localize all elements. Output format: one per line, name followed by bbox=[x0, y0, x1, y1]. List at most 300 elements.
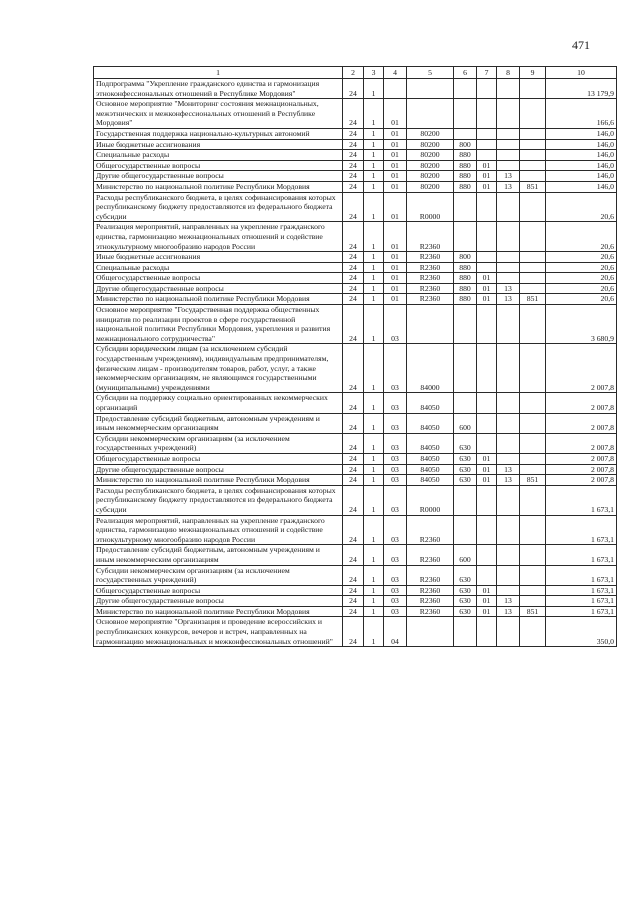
amount-cell: 2 007,8 bbox=[546, 413, 617, 433]
header-cell: 9 bbox=[520, 67, 546, 79]
code-cell: 24 bbox=[343, 344, 364, 393]
row-name-cell: Другие общегосударственные вопросы bbox=[94, 464, 343, 475]
table-row bbox=[94, 606, 617, 617]
subsection-cell bbox=[497, 344, 520, 393]
ministry-code-cell bbox=[520, 150, 546, 161]
code-cell: 1 bbox=[364, 171, 384, 182]
subsection-cell bbox=[497, 262, 520, 273]
code-cell: 24 bbox=[343, 475, 364, 486]
section-cell bbox=[477, 305, 497, 344]
amount-cell: 2 007,8 bbox=[546, 453, 617, 464]
amount-cell: 1 673,1 bbox=[546, 515, 617, 545]
code-cell: 01 bbox=[384, 160, 407, 171]
ministry-code-cell bbox=[520, 128, 546, 139]
table-row bbox=[94, 585, 617, 596]
table-row bbox=[94, 171, 617, 182]
amount-cell: 2 007,8 bbox=[546, 464, 617, 475]
subsection-cell: 13 bbox=[497, 606, 520, 617]
header-cell: 2 bbox=[343, 67, 364, 79]
section-cell: 01 bbox=[477, 464, 497, 475]
code-cell: 01 bbox=[384, 262, 407, 273]
expense-type-cell: 880 bbox=[454, 294, 477, 305]
table-row bbox=[94, 294, 617, 305]
expense-type-cell: 630 bbox=[454, 606, 477, 617]
row-name-cell: Субсидии юридическим лицам (за исключением субсидий государственным учреждениям), индивидуальным предпринимателям, физическим лицам - производителям товаров, работ, услуг, а также некоммерческим организациям, не являющимся государственными (муниципальными) учреждениями bbox=[94, 344, 343, 393]
code-cell: 24 bbox=[343, 150, 364, 161]
table-row bbox=[94, 160, 617, 171]
target-article-cell: 84000 bbox=[407, 344, 454, 393]
ministry-code-cell bbox=[520, 585, 546, 596]
amount-cell: 20,6 bbox=[546, 192, 617, 222]
section-cell bbox=[477, 150, 497, 161]
code-cell: 1 bbox=[364, 252, 384, 263]
subsection-cell bbox=[497, 515, 520, 545]
subsection-cell bbox=[497, 617, 520, 647]
code-cell: 01 bbox=[384, 171, 407, 182]
code-cell: 1 bbox=[364, 344, 384, 393]
section-cell: 01 bbox=[477, 283, 497, 294]
amount-cell: 2 007,8 bbox=[546, 433, 617, 453]
expense-type-cell: 880 bbox=[454, 283, 477, 294]
code-cell: 03 bbox=[384, 464, 407, 475]
target-article-cell: R2360 bbox=[407, 222, 454, 252]
code-cell: 24 bbox=[343, 294, 364, 305]
code-cell: 1 bbox=[364, 585, 384, 596]
ministry-code-cell bbox=[520, 305, 546, 344]
code-cell: 1 bbox=[364, 393, 384, 413]
code-cell: 1 bbox=[364, 545, 384, 565]
row-name-cell: Подпрограмма "Укрепление гражданского единства и гармонизация этноконфессиональных отношений в Республике Мордовия" bbox=[94, 79, 343, 99]
ministry-code-cell: 851 bbox=[520, 294, 546, 305]
row-name-cell: Предоставление субсидий бюджетным, автономным учреждениям и иным некоммерческим организациям bbox=[94, 545, 343, 565]
subsection-cell: 13 bbox=[497, 181, 520, 192]
code-cell: 1 bbox=[364, 139, 384, 150]
header-cell: 10 bbox=[546, 67, 617, 79]
header-cell: 4 bbox=[384, 67, 407, 79]
code-cell: 01 bbox=[384, 192, 407, 222]
header-row bbox=[94, 67, 617, 79]
target-article-cell: R2360 bbox=[407, 283, 454, 294]
target-article-cell: 84050 bbox=[407, 464, 454, 475]
subsection-cell bbox=[497, 433, 520, 453]
amount-cell: 20,6 bbox=[546, 262, 617, 273]
expense-type-cell: 630 bbox=[454, 596, 477, 607]
amount-cell: 146,0 bbox=[546, 128, 617, 139]
code-cell: 03 bbox=[384, 515, 407, 545]
section-cell bbox=[477, 617, 497, 647]
code-cell: 1 bbox=[364, 99, 384, 129]
table-row bbox=[94, 181, 617, 192]
code-cell: 1 bbox=[364, 305, 384, 344]
row-name-cell: Специальные расходы bbox=[94, 262, 343, 273]
table-row bbox=[94, 485, 617, 515]
code-cell: 24 bbox=[343, 79, 364, 99]
section-cell: 01 bbox=[477, 475, 497, 486]
subsection-cell bbox=[497, 252, 520, 263]
code-cell: 24 bbox=[343, 128, 364, 139]
table-row bbox=[94, 565, 617, 585]
row-name-cell: Иные бюджетные ассигнования bbox=[94, 252, 343, 263]
budget-table bbox=[93, 66, 617, 647]
code-cell: 24 bbox=[343, 565, 364, 585]
code-cell: 24 bbox=[343, 606, 364, 617]
target-article-cell bbox=[407, 99, 454, 129]
target-article-cell: 84050 bbox=[407, 453, 454, 464]
section-cell bbox=[477, 252, 497, 263]
code-cell: 01 bbox=[384, 252, 407, 263]
expense-type-cell bbox=[454, 393, 477, 413]
row-name-cell: Общегосударственные вопросы bbox=[94, 160, 343, 171]
code-cell: 1 bbox=[364, 475, 384, 486]
table-row bbox=[94, 475, 617, 486]
code-cell: 24 bbox=[343, 252, 364, 263]
expense-type-cell: 880 bbox=[454, 262, 477, 273]
section-cell bbox=[477, 222, 497, 252]
ministry-code-cell: 851 bbox=[520, 606, 546, 617]
target-article-cell: 80200 bbox=[407, 160, 454, 171]
expense-type-cell bbox=[454, 515, 477, 545]
expense-type-cell bbox=[454, 305, 477, 344]
amount-cell: 13 179,9 bbox=[546, 79, 617, 99]
code-cell: 03 bbox=[384, 485, 407, 515]
code-cell: 1 bbox=[364, 181, 384, 192]
subsection-cell bbox=[497, 160, 520, 171]
code-cell: 01 bbox=[384, 294, 407, 305]
ministry-code-cell bbox=[520, 515, 546, 545]
row-name-cell: Предоставление субсидий бюджетным, автономным учреждениям и иным некоммерческим организациям bbox=[94, 413, 343, 433]
amount-cell: 20,6 bbox=[546, 283, 617, 294]
row-name-cell: Субсидии на поддержку социально ориентированных некоммерческих организаций bbox=[94, 393, 343, 413]
ministry-code-cell bbox=[520, 222, 546, 252]
expense-type-cell: 630 bbox=[454, 565, 477, 585]
code-cell: 24 bbox=[343, 305, 364, 344]
ministry-code-cell bbox=[520, 160, 546, 171]
expense-type-cell bbox=[454, 192, 477, 222]
section-cell: 01 bbox=[477, 171, 497, 182]
row-name-cell: Расходы республиканского бюджета, в целях софинансирования которых республиканскому бюджету предоставляются из федерального бюджета субсидии bbox=[94, 192, 343, 222]
row-name-cell: Основное мероприятие "Мониторинг состояния межнациональных, межэтнических и межконфессиональных отношений в Республике Мордовия" bbox=[94, 99, 343, 129]
subsection-cell bbox=[497, 99, 520, 129]
code-cell: 24 bbox=[343, 464, 364, 475]
code-cell: 24 bbox=[343, 262, 364, 273]
code-cell: 01 bbox=[384, 139, 407, 150]
target-article-cell: R2360 bbox=[407, 565, 454, 585]
section-cell bbox=[477, 192, 497, 222]
code-cell: 1 bbox=[364, 283, 384, 294]
code-cell: 04 bbox=[384, 617, 407, 647]
section-cell: 01 bbox=[477, 273, 497, 284]
ministry-code-cell bbox=[520, 413, 546, 433]
amount-cell: 1 673,1 bbox=[546, 585, 617, 596]
subsection-cell: 13 bbox=[497, 283, 520, 294]
subsection-cell bbox=[497, 139, 520, 150]
code-cell: 03 bbox=[384, 393, 407, 413]
table-row bbox=[94, 262, 617, 273]
section-cell bbox=[477, 393, 497, 413]
expense-type-cell: 600 bbox=[454, 545, 477, 565]
subsection-cell bbox=[497, 150, 520, 161]
amount-cell: 146,0 bbox=[546, 150, 617, 161]
subsection-cell: 13 bbox=[497, 171, 520, 182]
subsection-cell bbox=[497, 305, 520, 344]
subsection-cell bbox=[497, 453, 520, 464]
row-name-cell: Министерство по национальной политике Республики Мордовия bbox=[94, 475, 343, 486]
code-cell: 24 bbox=[343, 617, 364, 647]
ministry-code-cell bbox=[520, 252, 546, 263]
expense-type-cell: 880 bbox=[454, 150, 477, 161]
code-cell: 24 bbox=[343, 139, 364, 150]
ministry-code-cell bbox=[520, 283, 546, 294]
subsection-cell bbox=[497, 222, 520, 252]
code-cell: 1 bbox=[364, 433, 384, 453]
expense-type-cell: 630 bbox=[454, 433, 477, 453]
target-article-cell: R2360 bbox=[407, 596, 454, 607]
table-row bbox=[94, 128, 617, 139]
code-cell: 24 bbox=[343, 433, 364, 453]
ministry-code-cell: 851 bbox=[520, 475, 546, 486]
expense-type-cell: 630 bbox=[454, 475, 477, 486]
subsection-cell: 13 bbox=[497, 464, 520, 475]
expense-type-cell: 880 bbox=[454, 181, 477, 192]
ministry-code-cell bbox=[520, 596, 546, 607]
ministry-code-cell bbox=[520, 393, 546, 413]
table-row bbox=[94, 192, 617, 222]
ministry-code-cell bbox=[520, 79, 546, 99]
target-article-cell: R2360 bbox=[407, 585, 454, 596]
target-article-cell: R2360 bbox=[407, 515, 454, 545]
target-article-cell: 84050 bbox=[407, 475, 454, 486]
header-cell: 8 bbox=[497, 67, 520, 79]
ministry-code-cell bbox=[520, 192, 546, 222]
code-cell: 24 bbox=[343, 413, 364, 433]
row-name-cell: Министерство по национальной политике Республики Мордовия bbox=[94, 294, 343, 305]
table-row bbox=[94, 515, 617, 545]
code-cell: 1 bbox=[364, 273, 384, 284]
target-article-cell: R2360 bbox=[407, 273, 454, 284]
row-name-cell: Иные бюджетные ассигнования bbox=[94, 139, 343, 150]
code-cell: 01 bbox=[384, 99, 407, 129]
row-name-cell: Субсидии некоммерческим организациям (за исключением государственных учреждений) bbox=[94, 433, 343, 453]
target-article-cell: R2360 bbox=[407, 606, 454, 617]
target-article-cell: 80200 bbox=[407, 181, 454, 192]
code-cell: 01 bbox=[384, 181, 407, 192]
section-cell bbox=[477, 413, 497, 433]
amount-cell: 2 007,8 bbox=[546, 393, 617, 413]
ministry-code-cell bbox=[520, 99, 546, 129]
code-cell: 24 bbox=[343, 515, 364, 545]
amount-cell: 146,0 bbox=[546, 171, 617, 182]
expense-type-cell: 630 bbox=[454, 585, 477, 596]
row-name-cell: Реализация мероприятий, направленных на укрепление гражданского единства, гармонизацию межнациональных отношений и содействие этнокультурному многообразию народов России bbox=[94, 222, 343, 252]
code-cell: 24 bbox=[343, 545, 364, 565]
table-row bbox=[94, 596, 617, 607]
code-cell: 1 bbox=[364, 79, 384, 99]
target-article-cell: R2360 bbox=[407, 252, 454, 263]
code-cell: 03 bbox=[384, 453, 407, 464]
code-cell: 24 bbox=[343, 160, 364, 171]
code-cell: 24 bbox=[343, 181, 364, 192]
ministry-code-cell bbox=[520, 433, 546, 453]
ministry-code-cell bbox=[520, 139, 546, 150]
amount-cell: 350,0 bbox=[546, 617, 617, 647]
section-cell: 01 bbox=[477, 181, 497, 192]
amount-cell: 146,0 bbox=[546, 139, 617, 150]
subsection-cell: 13 bbox=[497, 596, 520, 607]
section-cell bbox=[477, 545, 497, 565]
subsection-cell bbox=[497, 545, 520, 565]
expense-type-cell bbox=[454, 617, 477, 647]
expense-type-cell bbox=[454, 99, 477, 129]
expense-type-cell: 630 bbox=[454, 464, 477, 475]
row-name-cell: Реализация мероприятий, направленных на укрепление гражданского единства, гармонизацию межнациональных отношений и содействие этнокультурному многообразию народов России bbox=[94, 515, 343, 545]
section-cell: 01 bbox=[477, 596, 497, 607]
code-cell: 03 bbox=[384, 475, 407, 486]
section-cell: 01 bbox=[477, 294, 497, 305]
table-row bbox=[94, 150, 617, 161]
amount-cell: 1 673,1 bbox=[546, 545, 617, 565]
table-row bbox=[94, 79, 617, 99]
target-article-cell bbox=[407, 79, 454, 99]
target-article-cell: 84050 bbox=[407, 413, 454, 433]
header-cell: 7 bbox=[477, 67, 497, 79]
row-name-cell: Основное мероприятие "Организация и проведение всероссийских и республиканских конкурсов, вечеров и встреч, направленных на гармонизацию межнациональных и межконфессиональных отношений" bbox=[94, 617, 343, 647]
table-row bbox=[94, 617, 617, 647]
row-name-cell: Общегосударственные вопросы bbox=[94, 585, 343, 596]
amount-cell: 20,6 bbox=[546, 294, 617, 305]
target-article-cell: 80200 bbox=[407, 128, 454, 139]
code-cell: 24 bbox=[343, 453, 364, 464]
subsection-cell bbox=[497, 485, 520, 515]
code-cell: 24 bbox=[343, 393, 364, 413]
ministry-code-cell bbox=[520, 344, 546, 393]
code-cell: 1 bbox=[364, 485, 384, 515]
table-row bbox=[94, 222, 617, 252]
section-cell bbox=[477, 515, 497, 545]
code-cell: 1 bbox=[364, 294, 384, 305]
section-cell bbox=[477, 79, 497, 99]
code-cell: 03 bbox=[384, 585, 407, 596]
table-row bbox=[94, 413, 617, 433]
subsection-cell: 13 bbox=[497, 475, 520, 486]
ministry-code-cell bbox=[520, 545, 546, 565]
table-row bbox=[94, 252, 617, 263]
section-cell bbox=[477, 433, 497, 453]
subsection-cell bbox=[497, 393, 520, 413]
section-cell: 01 bbox=[477, 453, 497, 464]
target-article-cell: R2360 bbox=[407, 262, 454, 273]
table-row bbox=[94, 344, 617, 393]
table-row bbox=[94, 283, 617, 294]
expense-type-cell bbox=[454, 344, 477, 393]
ministry-code-cell bbox=[520, 453, 546, 464]
expense-type-cell bbox=[454, 222, 477, 252]
expense-type-cell: 800 bbox=[454, 139, 477, 150]
target-article-cell: R0000 bbox=[407, 192, 454, 222]
code-cell: 24 bbox=[343, 222, 364, 252]
amount-cell: 20,6 bbox=[546, 252, 617, 263]
header-cell: 5 bbox=[407, 67, 454, 79]
amount-cell: 1 673,1 bbox=[546, 565, 617, 585]
code-cell: 03 bbox=[384, 565, 407, 585]
row-name-cell: Общегосударственные вопросы bbox=[94, 273, 343, 284]
ministry-code-cell bbox=[520, 464, 546, 475]
code-cell: 1 bbox=[364, 128, 384, 139]
target-article-cell bbox=[407, 617, 454, 647]
subsection-cell: 13 bbox=[497, 294, 520, 305]
table-row bbox=[94, 545, 617, 565]
section-cell bbox=[477, 139, 497, 150]
page-number: 471 bbox=[572, 38, 590, 52]
subsection-cell bbox=[497, 192, 520, 222]
row-name-cell: Другие общегосударственные вопросы bbox=[94, 596, 343, 607]
code-cell: 1 bbox=[364, 150, 384, 161]
ministry-code-cell bbox=[520, 171, 546, 182]
expense-type-cell: 880 bbox=[454, 160, 477, 171]
code-cell: 24 bbox=[343, 171, 364, 182]
row-name-cell: Специальные расходы bbox=[94, 150, 343, 161]
expense-type-cell bbox=[454, 485, 477, 515]
expense-type-cell bbox=[454, 128, 477, 139]
table-row bbox=[94, 433, 617, 453]
code-cell: 03 bbox=[384, 413, 407, 433]
row-name-cell: Другие общегосударственные вопросы bbox=[94, 171, 343, 182]
table-row bbox=[94, 464, 617, 475]
expense-type-cell bbox=[454, 79, 477, 99]
target-article-cell: 80200 bbox=[407, 171, 454, 182]
code-cell: 24 bbox=[343, 585, 364, 596]
subsection-cell bbox=[497, 128, 520, 139]
target-article-cell: R0000 bbox=[407, 485, 454, 515]
code-cell: 1 bbox=[364, 515, 384, 545]
table-row bbox=[94, 273, 617, 284]
amount-cell: 1 673,1 bbox=[546, 596, 617, 607]
target-article-cell: 80200 bbox=[407, 139, 454, 150]
section-cell: 01 bbox=[477, 585, 497, 596]
code-cell: 01 bbox=[384, 283, 407, 294]
amount-cell: 146,0 bbox=[546, 160, 617, 171]
ministry-code-cell bbox=[520, 617, 546, 647]
subsection-cell bbox=[497, 79, 520, 99]
code-cell: 1 bbox=[364, 160, 384, 171]
ministry-code-cell: 851 bbox=[520, 181, 546, 192]
table-body bbox=[94, 79, 617, 647]
amount-cell: 166,6 bbox=[546, 99, 617, 129]
target-article-cell: 84050 bbox=[407, 433, 454, 453]
code-cell: 1 bbox=[364, 617, 384, 647]
code-cell: 24 bbox=[343, 273, 364, 284]
code-cell: 24 bbox=[343, 283, 364, 294]
subsection-cell bbox=[497, 273, 520, 284]
code-cell: 01 bbox=[384, 273, 407, 284]
code-cell: 03 bbox=[384, 545, 407, 565]
code-cell: 1 bbox=[364, 606, 384, 617]
code-cell: 1 bbox=[364, 596, 384, 607]
table-row bbox=[94, 99, 617, 129]
code-cell: 01 bbox=[384, 150, 407, 161]
amount-cell: 2 007,8 bbox=[546, 475, 617, 486]
section-cell bbox=[477, 128, 497, 139]
code-cell: 1 bbox=[364, 413, 384, 433]
code-cell: 01 bbox=[384, 222, 407, 252]
code-cell: 1 bbox=[364, 565, 384, 585]
code-cell: 03 bbox=[384, 606, 407, 617]
code-cell: 24 bbox=[343, 596, 364, 607]
row-name-cell: Расходы республиканского бюджета, в целях софинансирования которых республиканскому бюджету предоставляются из федерального бюджета субсидии bbox=[94, 485, 343, 515]
table-row bbox=[94, 453, 617, 464]
amount-cell: 2 007,8 bbox=[546, 344, 617, 393]
expense-type-cell: 880 bbox=[454, 273, 477, 284]
table-row bbox=[94, 139, 617, 150]
